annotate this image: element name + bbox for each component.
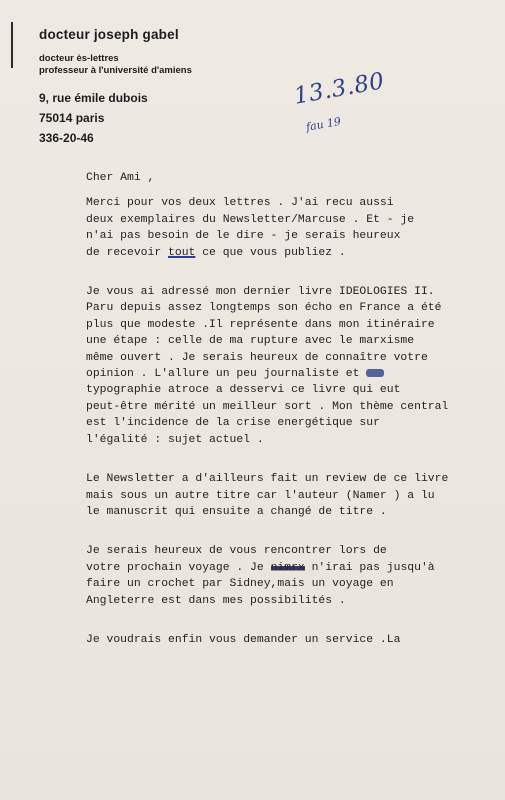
letterhead-address [39, 88, 192, 148]
paragraph-1 [86, 195, 501, 261]
letterhead-name: docteur joseph gabel [39, 27, 179, 42]
text-line: le manuscrit qui ensuite a changé de titre . [86, 505, 387, 518]
letterhead [39, 27, 192, 148]
text-line: l'égalité : sujet actuel . [86, 433, 264, 446]
paragraph-5 [86, 632, 501, 648]
text-line: n'ai pas besoin de le dire - je serais heureux [86, 230, 401, 243]
text-fragment: n'irai pas jusqu'à [304, 561, 435, 574]
text-line: Angleterre est dans mes possibilités . [86, 594, 346, 607]
text-fragment: ce que vous publiez . [195, 246, 346, 259]
text-line: Je serais heureux de vous rencontrer lors de [86, 545, 387, 558]
handwritten-date: 13.3.80 [292, 68, 387, 110]
letterhead-degree: docteur ès-lettres [39, 53, 119, 64]
paragraph-4 [86, 543, 501, 609]
letter-body [86, 170, 501, 671]
ink-correction [366, 369, 384, 377]
underlined-word: tout [168, 246, 196, 259]
text-fragment: votre prochain voyage . Je [86, 561, 271, 574]
salutation: Cher Ami , [86, 172, 155, 184]
letterhead-phone: 336-20-46 [39, 131, 94, 145]
handwritten-note: fau 19 [305, 114, 342, 134]
text-line: même ouvert . Je serais heureux de connaître votre [86, 351, 428, 364]
text-line: peut-être mérité un meilleur sort . Mon thème central [86, 400, 449, 413]
text-line: typographie atroce a desservi ce livre qui eut [86, 384, 401, 397]
text-line [86, 245, 501, 261]
text-fragment: de recevoir [86, 246, 169, 259]
letterhead-city: 75014 paris [39, 111, 105, 125]
text-line: Paru depuis assez longtemps son écho en France a été [86, 302, 442, 315]
letterhead-position: professeur à l'université d'amiens [39, 65, 192, 76]
struck-word: nimrx [270, 561, 305, 574]
text-line: est l'incidence de la crise energétique sur [86, 417, 380, 430]
text-line: une étape : celle de ma rupture avec le marxisme [86, 335, 415, 348]
margin-mark [11, 22, 13, 68]
text-line [86, 366, 501, 382]
letterhead-street: 9, rue émile dubois [39, 91, 148, 105]
text-line [86, 560, 501, 576]
text-fragment: opinion . L'allure un peu journaliste et [86, 368, 367, 381]
text-line: faire un crochet par Sidney,mais un voyage en [86, 578, 394, 591]
text-line: Merci pour vos deux lettres . J'ai recu aussi [86, 197, 394, 210]
text-line: Je vous ai adressé mon dernier livre IDEOLOGIES II. [86, 286, 435, 299]
text-line: mais sous un autre titre car l'auteur (Namer ) a lu [86, 489, 435, 502]
paragraph-2 [86, 284, 501, 448]
text-line: Je voudrais enfin vous demander un service .La [86, 633, 401, 646]
text-line: deux exemplaires du Newsletter/Marcuse . Et - je [86, 213, 415, 226]
text-line: Le Newsletter a d'ailleurs fait un review de ce livre [86, 473, 449, 486]
paragraph-3 [86, 471, 501, 520]
text-line: plus que modeste .Il représente dans mon itinéraire [86, 318, 435, 331]
